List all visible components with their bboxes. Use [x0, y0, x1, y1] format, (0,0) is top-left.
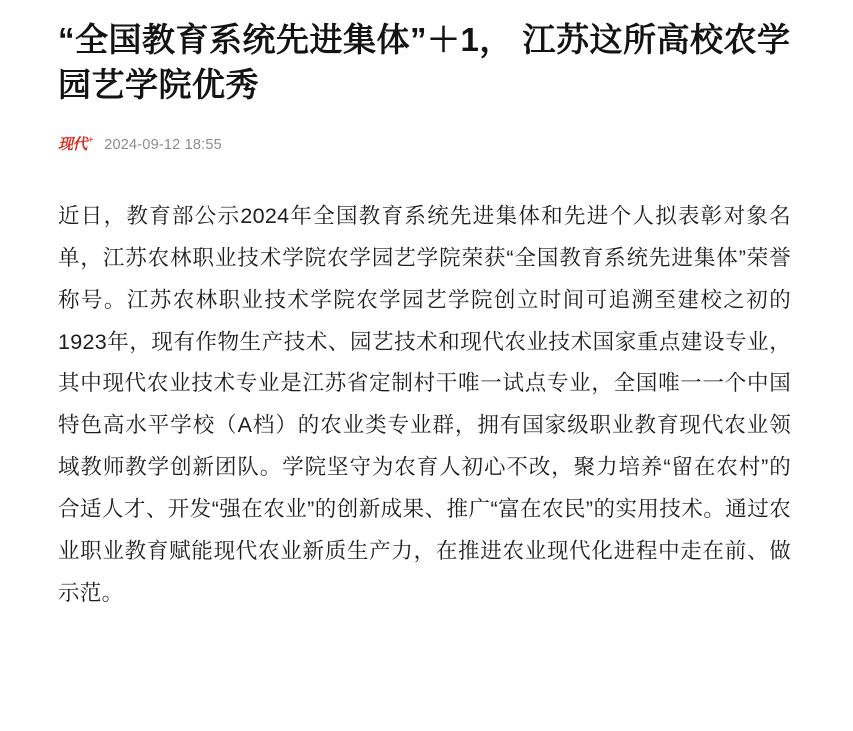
source-logo-text: 现代 [58, 137, 88, 154]
page-title: “全国教育系统先进集体”＋1， 江苏这所高校农学园艺学院优秀 [58, 21, 791, 103]
article-paragraph: 近日，教育部公示2024年全国教育系统先进集体和先进个人拟表彰对象名单，江苏农林职业技术学院农学园艺学院荣获“全国教育系统先进集体”荣誉称号。江苏农林职业技术学院农学园艺学院创立时间可追溯至建校之初的1923年，现有作物生产技术、园艺技术和现代农业技术国家重点建设专业，其中现代农业技术专业是江苏省定制村干唯一试点专业，全国唯一一个中国特色高水平学校（A档）的农业类专业群，拥有国家级职业教育现代农业领域教师教学创新团队。学院坚守为农育人初心不改，聚力培养“留在农村”的合适人才、开发“强在农业”的创新成果、推广“富在农民”的实用技术。通过农业职业教育赋能现代农业新质生产力，在推进农业现代化进程中走在前、做示范。 [58, 203, 791, 606]
source-logo[interactable] [58, 136, 93, 153]
publish-timestamp: 2024-09-12 18:55 [104, 136, 222, 153]
article-meta [56, 134, 797, 156]
source-logo-plus-icon: + [88, 135, 94, 147]
article-body [56, 196, 797, 615]
